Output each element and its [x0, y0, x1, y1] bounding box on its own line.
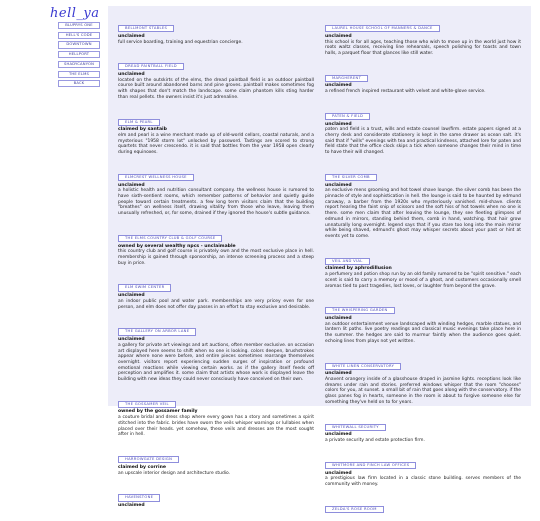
business-entry [325, 64, 521, 95]
claim-status: unclaimed [325, 121, 352, 127]
claim-status: claimed by santaib [118, 127, 167, 133]
site-title: hell_ya [50, 6, 100, 21]
business-entry [118, 390, 314, 438]
claim-status: unclaimed [325, 33, 352, 39]
business-name-label: MARGHERENT [325, 75, 368, 82]
nav-link[interactable]: HELLPORT [58, 51, 100, 58]
business-name-label: LAUREL HOUSE SCHOOL OF MANNERS & DANCE [325, 25, 440, 32]
business-name-label: VEIL AND VIAL [325, 258, 370, 265]
business-description: a couture bridal and dress shop where every gown has a story and sometimes a spirit stitched into the fabric. brides have sworn the veils whisper warnings or lullabies when placed over their heads. yet somehow, these veils and dresses are the most sought after in hell. [118, 415, 314, 438]
claim-status: unclaimed [118, 71, 145, 77]
business-name-label: ELM SWIM CENTER [118, 284, 171, 291]
business-description: an exclusive mens grooming and hot towel shave lounge. the silver comb has been the pinnacle of style and sophistication in hell. the lounge is said to be haunted by edmund caraway, a barber from the 1920s who mysteriously vanished. mid-shave. clients report hearing the faint snip of scissors and the soft hiss of hot towels when no one is there. some men claim that after leaving the lounge, they see fleeting glimpses of edmund in mirrors, standing behind them, comb in hand, watching. that hair grow unnaturally long overnight. legend says that if you stare too long into the main mirror while being shaved, edmund's ghost may whisper secrets about your past or hint at events yet to come. [325, 188, 521, 239]
business-entry [118, 163, 314, 217]
business-entry [325, 495, 521, 515]
business-entry [325, 413, 521, 444]
business-entry [118, 14, 314, 45]
claim-status: claimed by aphrodillusion [325, 266, 392, 272]
nav-link[interactable]: HELL'S CODE [58, 32, 100, 39]
business-name-label: WHITE LINEN CONSERVATORY [325, 363, 401, 370]
business-name-label: THE WHISPERING GARDEN [325, 307, 395, 314]
business-name-label: BELLMONT STABLES [118, 25, 174, 32]
entries-column-left [118, 14, 314, 516]
business-entry [118, 108, 314, 156]
claim-status: owned by several wealthy npcs - unclaimable [118, 243, 236, 249]
claim-status: unclaimed [325, 371, 352, 377]
claim-status: unclaimed [325, 470, 352, 476]
business-description: full service boarding, training and equestrian concierge. [118, 39, 243, 45]
sidebar [0, 0, 108, 405]
claim-status: unclaimed [118, 503, 145, 508]
business-description: a holistic health and nutrition consultant company. the wellness house is rumored to have sixth-sentient rooms, which remember patterns of behavior and quietly guide people toward certain treatments. a few long term visitors claim that the building "breathes" on wellness itself, drawing vitality from those who leave, leaving them unusually refreshed, or, for some, drained if they ignored the house's subtle guidance. [118, 188, 314, 217]
business-entry [325, 247, 521, 290]
business-entry [118, 317, 314, 382]
claim-status: unclaimed [118, 337, 145, 343]
claim-status: owned by the gossamer family [118, 409, 198, 415]
business-entry [325, 451, 521, 488]
business-name-label: THE GALLERY ON ARBOR LANE [118, 328, 196, 335]
claim-status: unclaimed [118, 182, 145, 188]
claim-status: unclaimed [325, 182, 352, 188]
nav-link[interactable]: SHADYCANYON [58, 61, 100, 68]
business-description: an upscale interior design and architecture studio. [118, 470, 231, 476]
business-name-label: ZELDA'S ROSE ROOM [325, 506, 384, 513]
business-name-label: DREAD PAINTBALL FIELD [118, 63, 184, 70]
business-description: Anavent orangery inside of a glasshouse draped in jasmine lights. receptions look like dreams under rain and stories. preferred windows whisper that the room "chooses" colors for you, at sunset. a small bit of rain that goes along with the conservatory. if the glass panes fog in hearts, someone in the room is about to forgive someone else for something they've held on to for years. [325, 377, 521, 405]
nav-link[interactable]: BLUPRYS ONE [58, 22, 100, 29]
business-name-label: ELM & PEARL [118, 119, 160, 126]
business-entry [118, 273, 314, 310]
business-name-label: WHITEWALL SECURITY [325, 424, 386, 431]
nav-link[interactable]: BACK [58, 80, 100, 87]
business-description: a private security and estate protection firm. [325, 438, 425, 444]
business-description: this country club and golf course is privately own and the most exclusive place in hell. membership is gained through sponsorship, an intense screening process and a steep buy in price. [118, 249, 314, 266]
claim-status: unclaimed [118, 293, 145, 299]
business-description: located on the outskirts of the elms, the dread paintball field is an outdoor paintball course built around abandoned barns and pine groves. paintball makes sometimes fog with shapes that don't match the landscape. some claim phantom kills sting harder than real pellets. the owners insist it's just adrenaline. [118, 77, 314, 100]
nav-link[interactable]: DOWNTOWN [58, 41, 100, 48]
claim-status: claimed by corrine [118, 464, 167, 470]
business-name-label: HARROWGATE DESIGN [118, 456, 179, 463]
business-entry [118, 445, 314, 476]
entries-column-right [325, 14, 521, 521]
business-name-label: HAVENSTONE [118, 494, 160, 501]
business-entry [325, 14, 521, 57]
business-description: a perfumery and potion shop run by an old family rumored to be "spirit sensitive." each scent is said to carry a memory or mood of a ghost, and customers occasionally smell aromas tied to past tragedies, lost loves, or laughter from beyond the grave. [325, 272, 521, 289]
claim-status: unclaimed [325, 315, 352, 321]
business-name-label: WHITMORE AND FINCH LAW OFFICES [325, 462, 416, 469]
business-entry [325, 163, 521, 240]
claim-status: unclaimed [325, 83, 352, 89]
business-entry [325, 102, 521, 156]
nav-link[interactable]: THE ELMS [58, 71, 100, 78]
business-description: this school is for all ages, teaching those who wish to move up in the world just how it roots waltz classes, receiving line rehearsals, speech polishing for toasts and town halls, a parquet floor that glances like still water. [325, 39, 521, 56]
business-description: a gallery for private art viewings and art auctions, often member exclusive. on occasion art displayed here seems to shift when no one is looking. colors deepen, brushstrokes appear where none were before, and entire pieces sometimes rearrange themselves overnight. visitors report experiencing sudden surges of inspiration or profound emotional reactions while viewing certain works. as if the gallery itself feeds off perception and amplifies it. some claim that artists whose work is displayed leave the building with new ideas they could never consciously have conceived on their own. [118, 342, 314, 383]
business-name-label: THE GOSSAMER VEIL [118, 401, 176, 408]
business-entry [325, 352, 521, 406]
business-description: elm and pearl is a wine merchant made up of old-world cellars, coastal naturals, and a mysterious "1958 storm lot" unlocked by password. Tastings are scored to strong quartets that never crescendo. it is said that bottles from the year 1958 open clearly during equinoxes. [118, 133, 314, 156]
business-entry [325, 296, 521, 344]
business-description: an outdoor entertainment venue landscaped with winding hedges, marble statues, and lantern lit paths. live poetry readings and classical music evenings take place here in the summer. the hedges are said to murmur faintly when the audience goes quiet. echoing lines from plays not yet written. [325, 321, 521, 344]
business-name-label: PATEN & FIELD [325, 113, 370, 120]
business-entry [118, 483, 314, 509]
business-description: an indoor public pool and water park. memberships are very pricey even for one person, and elm does not offer day passes in an effort to stay exclusive and desirable. [118, 298, 314, 310]
nav-menu [58, 22, 100, 90]
business-description: paten and field is a trust, wills and estate counsel law/firm. estate papers signed at a cherry desk and considerate stationery is kept in the same drawer as ocean salt. it's said that if "wills" evenings with tea and practical kindness, attached lore for paten and field state that the office clock skips a tick when someone changes their mind in time to have their will changed. [325, 127, 521, 156]
claim-status: unclaimed [118, 33, 145, 39]
business-name-label: ELMCREST WELLNESS HOUSE [118, 174, 194, 181]
business-name-label: THE SILVER COMB [325, 174, 377, 181]
business-entry [118, 52, 314, 100]
business-description: a prestigious law firm located in a classic stone building. serves members of the community with money. [325, 476, 521, 487]
claim-status: unclaimed [325, 432, 352, 438]
business-name-label: THE ELMS COUNTRY CLUB & GOLF COURSE [118, 235, 222, 242]
business-entry [118, 224, 314, 267]
main-content [108, 6, 531, 511]
business-description: a refined french inspired restaurant with velvet and white-glove service. [325, 89, 486, 95]
